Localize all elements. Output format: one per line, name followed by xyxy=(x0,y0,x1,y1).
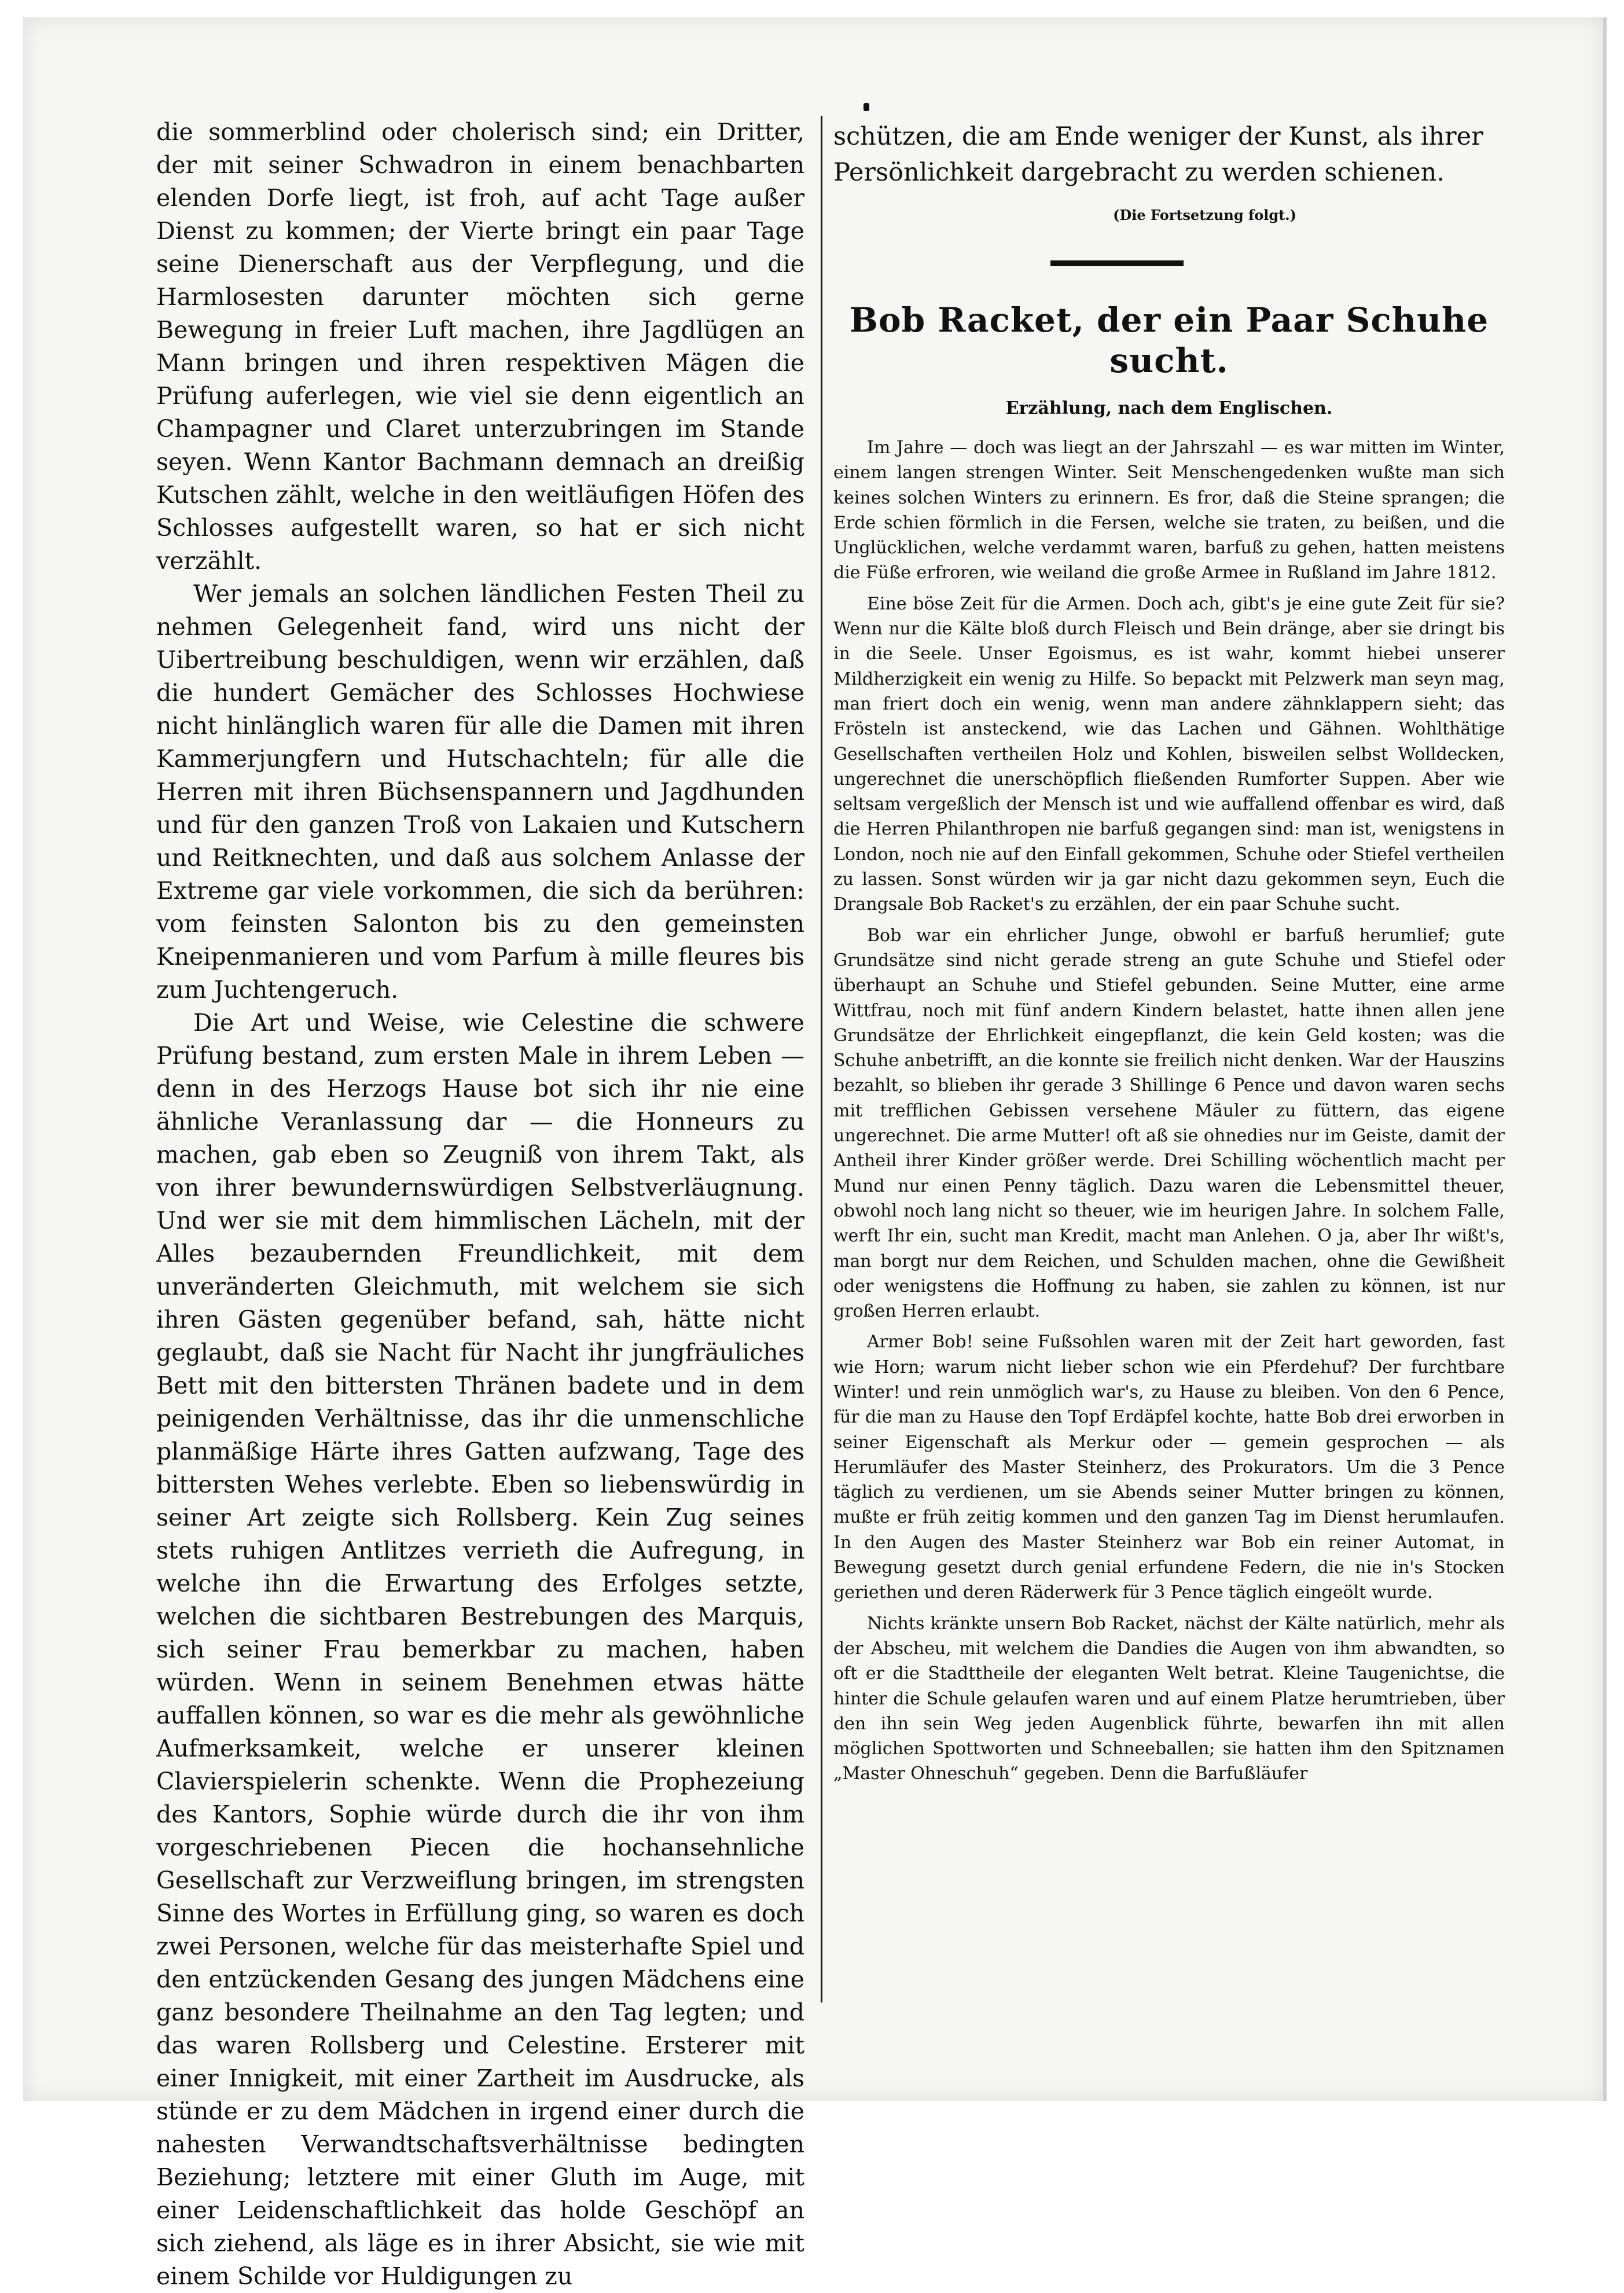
story-paragraph-4: Armer Bob! seine Fußsohlen waren mit der Zeit hart geworden, fast wie Horn; warum nicht lieber schon wie ein Pferdehuf? Der furchtbare Winter! und rein unmöglich war's, zu Hause zu bleiben. Von den 6 Pence, für die man zu Hause den Topf Erdäpfel kochte, hatte Bob drei erworben in seiner Eigenschaft als Merkur oder — gemein gesprochen — als Herumläufer des Master Steinherz, des Prokurators. Um die 3 Pence täglich zu verdienen, um sie Abends seiner Mutter bringen zu können, mußte er früh zeitig kommen und den ganzen Tag im Dienst herumlaufen. In den Augen des Master Steinherz war Bob ein reiner Automat, in Bewegung gesetzt durch genial erfundene Federn, die nie in's Stocken geriethen und deren Räderwerk für 3 Pence täglich eingeölt wurde. xyxy=(833,1332,1505,1603)
serial-ending-text: schützen, die am Ende weniger der Kunst, als ihrer Persönlichkeit dargebracht zu werden schienen. xyxy=(833,122,1483,187)
continuation-note: (Die Fortsetzung folgt.) xyxy=(1113,207,1296,223)
story-paragraph-5: Nichts kränkte unsern Bob Racket, nächst der Kälte natürlich, mehr als der Abscheu, mit welchem die Dandies die Augen von ihm abwandten, so oft er die Stadttheile der eleganten Welt betrat. Kleine Taugenichtse, die hinter die Schule gelaufen waren und auf einem Platze herumtrieben, über den ihn sein Weg jeden Augenblick führte, bewarfen ihn mit allen möglichen Spottworten und Schneeballen; sie hatten ihm den Spitznamen „Master Ohneschuh“ gegeben. Denn die Barfußläufer xyxy=(833,1613,1505,1784)
left-column xyxy=(156,116,804,2293)
story-paragraph-3: Bob war ein ehrlicher Junge, obwohl er barfuß herumlief; gute Grundsätze sind nicht gerade streng an gute Schuhe und Stiefel oder überhaupt an Schuhe und Stiefel gebunden. Seine Mutter, eine arme Wittfrau, noch mit fünf andern Kindern belastet, hatte ihnen allen jene Grundsätze der Ehrlichkeit eingepflanzt, die kein Geld kosten; was die Schuhe anbetrifft, an die konnte sie freilich nicht denken. War der Hauszins bezahlt, so blieben ihr gerade 3 Shillinge 6 Pence und davon waren sechs mit trefflichen Gebissen versehene Mäuler zu füttern, das eigene ungerechnet. Die arme Mutter! oft aß sie ohnedies nur im Geiste, damit der Antheil ihrer Kinder größer werde. Drei Schilling wöchentlich macht per Mund nur einen Penny täglich. Dazu waren die Lebensmittel theuer, obwohl noch lang nicht so theuer, wie im heurigen Jahre. In solchem Falle, werft Ihr ein, sucht man Kredit, macht man Anlehen. O ja, aber Ihr wißt's, man borgt nur dem Reichen, und Schulden machen, ohne die Gewißheit oder wenigstens die Hoffnung zu haben, sie zahlen zu können, ist nur großen Herren erlaubt. xyxy=(833,925,1505,1322)
story-paragraph-1: Im Jahre — doch was liegt an der Jahrszahl — es war mitten im Winter, einem langen strengen Winter. Seit Menschengedenken wußte man sich keines solchen Winters zu erinnern. Es fror, daß die Steine sprangen; die Erde schien förmlich in die Fersen, welche sie traten, zu beißen, und die Unglücklichen, welche verdammt waren, barfuß zu gehen, hatten meistens die Füße erfroren, wie weiland die große Armee in Rußland im Jahre 1812. xyxy=(833,438,1505,583)
column-divider xyxy=(821,116,822,2002)
left-paragraph-3: Die Art und Weise, wie Celestine die schwere Prüfung bestand, zum ersten Male in ihrem Leben — denn in des Herzogs Hause bot sich ihr nie eine ähnliche Veranlassung dar — die Honneurs zu machen, gab eben so Zeugniß von ihrem Takt, als von ihrer bewundernswürdigen Selbstverläugnung. Und wer sie mit dem himmlischen Lächeln, mit der Alles bezaubernden Freundlichkeit, mit dem unveränderten Gleichmuth, mit welchem sie sich ihren Gästen gegenüber befand, sah, hätte nicht geglaubt, daß sie Nacht für Nacht ihr jungfräuliches Bett mit den bittersten Thränen badete und in dem peinigenden Verhältnisse, das ihr die unmenschliche planmäßige Härte ihres Gatten aufzwang, Tage des bittersten Wehes verlebte. Eben so liebenswürdig in seiner Art zeigte sich Rollsberg. Kein Zug seines stets ruhigen Antlitzes verrieth die Aufregung, in welche ihn die Erwartung des Erfolges setzte, welchen die sichtbaren Bestrebungen des Marquis, sich seiner Frau bemerkbar zu machen, haben würden. Wenn in seinem Benehmen etwas hätte auffallen können, so war es die mehr als gewöhnliche Aufmerksamkeit, welche er unserer kleinen Clavierspielerin schenkte. Wenn die Prophezeiung des Kantors, Sophie würde durch die ihr von ihm vorgeschriebenen Piecen die hochansehnliche Gesellschaft zur Verzweiflung bringen, im strengsten Sinne des Wortes in Erfüllung ging, so waren es doch zwei Personen, welche für das meisterhafte Spiel und den entzückenden Gesang des jungen Mädchens eine ganz besondere Theilnahme an den Tag legten; und das waren Rollsberg und Celestine. Ersterer mit einer Innigkeit, mit einer Zartheit im Ausdrucke, als stünde er zu dem Mädchen in irgend einer durch die nahesten Verwandtschaftsverhältnisse bedingten Beziehung; letztere mit einer Gluth im Auge, mit einer Leidenschaftlichkeit das holde Geschöpf an sich ziehend, als läge es in ihrer Absicht, sie wie mit einem Schilde vor Huldigungen zu xyxy=(156,1009,804,2290)
story-paragraph-2: Eine böse Zeit für die Armen. Doch ach, gibt's je eine gute Zeit für sie? Wenn nur die Kälte bloß durch Fleisch und Bein dränge, aber sie dringt bis in die Seele. Unser Egoismus, es ist wahr, kommt hiebei unserer Mildherzigkeit ein wenig zu Hilfe. So bepackt mit Pelzwerk man seyn mag, man friert doch ein wenig, wenn man andere zähnklappern sieht; das Frösteln ist ansteckend, wie das Lachen und Gähnen. Wohlthätige Gesellschaften vertheilen Holz und Kohlen, bisweilen selbst Wolldecken, ungerechnet die unerschöpflich fließenden Rumforter Suppen. Aber wie seltsam vergeßlich der Mensch ist und wie auffallend offenbar es wird, daß die Herren Philanthropen nie barfuß gegangen sind: man ist, wenigstens in London, noch nie auf den Einfall gekommen, Schuhe oder Stiefel vertheilen zu lassen. Sonst würden wir ja gar nicht dazu gekommen seyn, Euch die Drangsale Bob Racket's zu erzählen, der ein paar Schuhe sucht. xyxy=(833,593,1505,915)
story-subtitle: Erzählung, nach dem Englischen. xyxy=(1005,398,1333,418)
left-paragraph-2: Wer jemals an solchen ländlichen Festen Theil zu nehmen Gelegenheit fand, wird uns nicht der Uibertreibung beschuldigen, wenn wir erzählen, daß die hundert Gemächer des Schlosses Hochwiese nicht hinlänglich waren für alle die Damen mit ihren Kammerjungfern und Hutschachteln; für alle die Herren mit ihren Büchsenspannern und Jagdhunden und für den ganzen Troß von Lakaien und Kutschern und Reitknechten, und daß aus solchem Anlasse der Extreme gar viele vorkommen, die sich da berühren: vom feinsten Salonton bis zu den gemeinsten Kneipenmanieren und vom Parfum à mille fleures bis zum Juchtengeruch. xyxy=(156,580,804,1004)
right-column xyxy=(833,119,1505,1787)
story-title: Bob Racket, der ein Paar Schuhe sucht. xyxy=(849,300,1489,380)
left-paragraph-1: die sommerblind oder cholerisch sind; ein Dritter, der mit seiner Schwadron in einem benachbarten elenden Dorfe liegt, ist froh, auf acht Tage außer Dienst zu kommen; der Vierte bringt ein paar Tage seine Dienerschaft aus der Verpflegung, und die Harmlosesten darunter möchten sich gerne Bewegung in freier Luft machen, ihre Jagdlügen an Mann bringen und ihren respektiven Mägen die Prüfung auferlegen, wie viel sie denn eigentlich an Champagner und Claret unterzubringen im Stande seyen. Wenn Kantor Bachmann demnach an dreißig Kutschen zählt, welche in den weitläufigen Höfen des Schlosses aufgestellt waren, so hat er sich nicht verzählt. xyxy=(156,118,804,575)
section-separator xyxy=(1050,260,1184,266)
page-mark xyxy=(864,103,869,111)
